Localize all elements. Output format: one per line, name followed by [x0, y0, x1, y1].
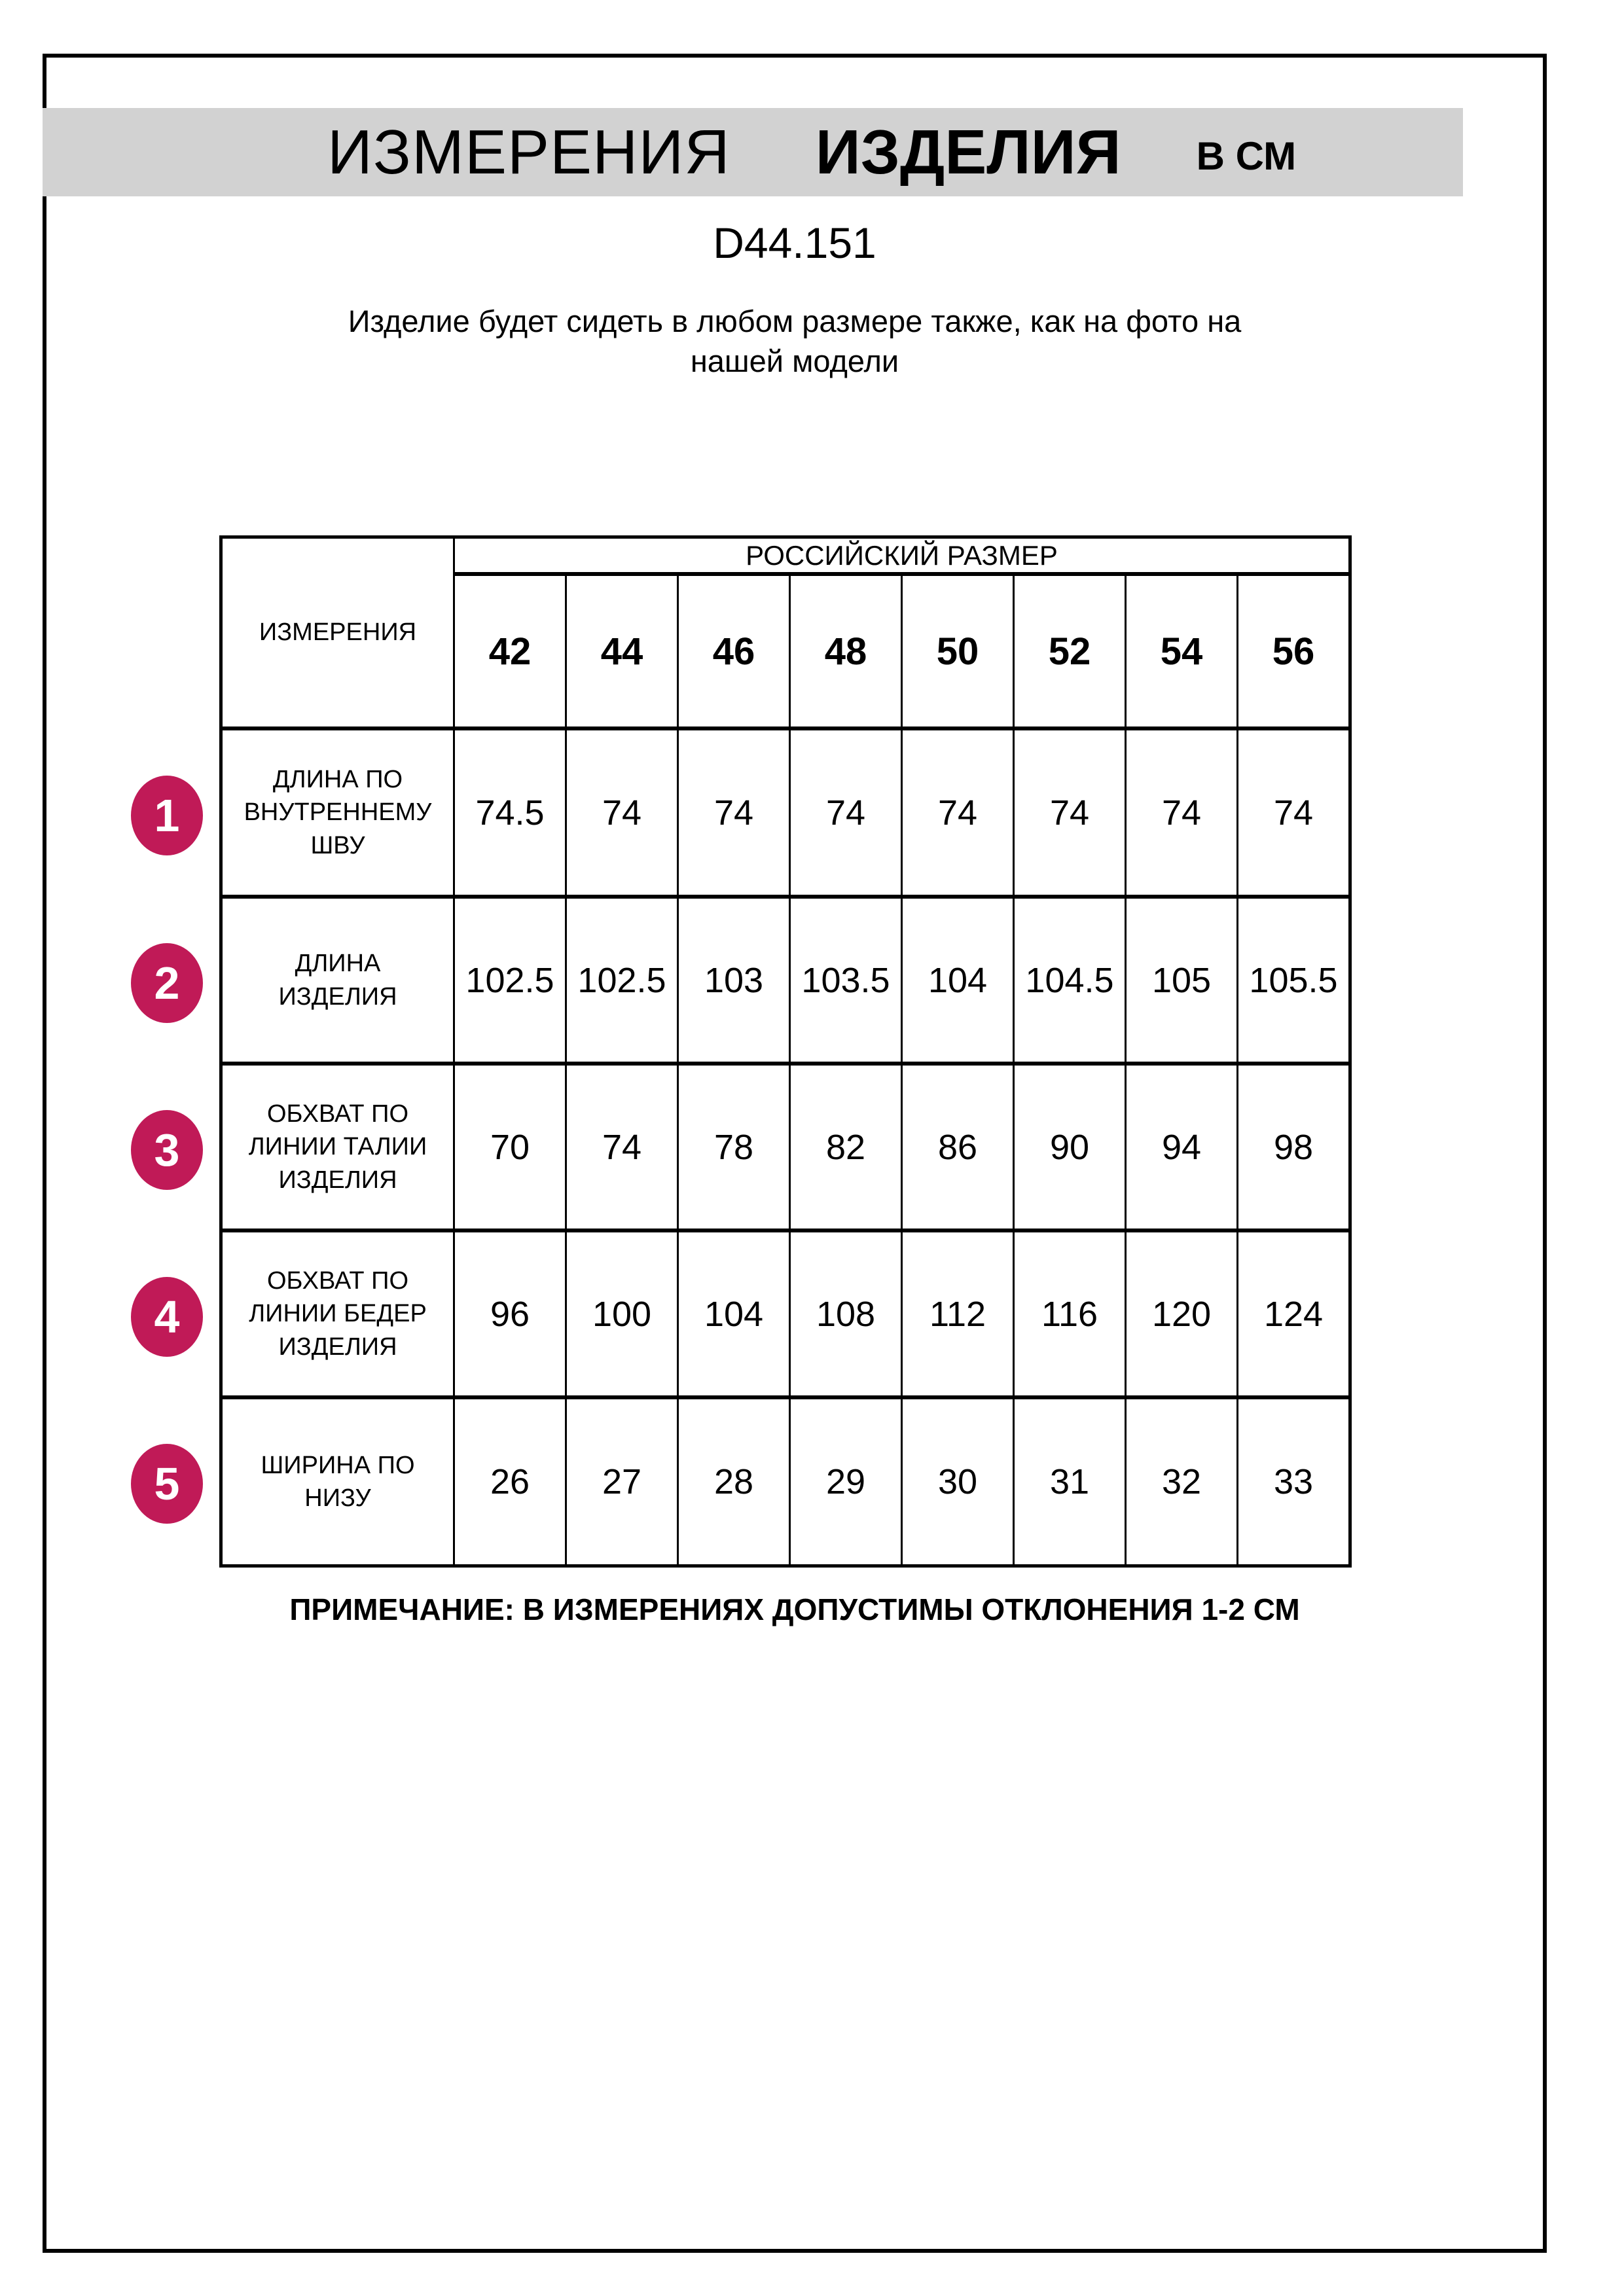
table-cell: 102.5	[453, 899, 565, 1066]
badge-number: 5	[154, 1458, 180, 1509]
size-col-50: 50	[901, 576, 1013, 730]
row-number-badge-2	[131, 943, 203, 1023]
table-cell: 78	[677, 1066, 789, 1232]
table-cell: 96	[453, 1232, 565, 1399]
table-cell: 28	[677, 1399, 789, 1564]
table-cell: 32	[1125, 1399, 1236, 1564]
table-corner-label: ИЗМЕРЕНИЯ	[223, 539, 453, 730]
table-cell: 74	[901, 730, 1013, 899]
table-cell: 116	[1013, 1232, 1125, 1399]
page-title-units: В СМ	[1196, 134, 1297, 178]
badge-number: 1	[154, 790, 180, 841]
subtitle	[43, 301, 1547, 381]
table-cell: 74	[1236, 730, 1348, 899]
table-cell: 70	[453, 1066, 565, 1232]
row-number-badge-5	[131, 1444, 203, 1524]
table-cell: 104	[677, 1232, 789, 1399]
tolerance-note: ПРИМЕЧАНИЕ: В ИЗМЕРЕНИЯХ ДОПУСТИМЫ ОТКЛОНЕНИЯ 1-2 СМ	[289, 1592, 1300, 1626]
table-cell: 74	[789, 730, 901, 899]
table-cell: 98	[1236, 1066, 1348, 1232]
row-label-waist-girth: ОБХВАТ ПО ЛИНИИ ТАЛИИ ИЗДЕЛИЯ	[223, 1066, 453, 1232]
size-col-46: 46	[677, 576, 789, 730]
table-cell: 90	[1013, 1066, 1125, 1232]
size-col-42: 42	[453, 576, 565, 730]
table-cell: 74	[677, 730, 789, 899]
table-cell: 94	[1125, 1066, 1236, 1232]
table-cell: 120	[1125, 1232, 1236, 1399]
table-cell: 103.5	[789, 899, 901, 1066]
size-header-cell: РОССИЙСКИЙ РАЗМЕР	[453, 539, 1348, 576]
table-cell: 33	[1236, 1399, 1348, 1564]
table-cell: 74.5	[453, 730, 565, 899]
table-cell: 108	[789, 1232, 901, 1399]
table-cell: 103	[677, 899, 789, 1066]
row-label-garment-length: ДЛИНА ИЗДЕЛИЯ	[223, 899, 453, 1066]
size-col-56: 56	[1236, 576, 1348, 730]
page-title-product: ИЗДЕЛИЯ	[815, 117, 1121, 187]
badge-number: 3	[154, 1124, 180, 1175]
table-cell: 74	[1013, 730, 1125, 899]
table-cell: 82	[789, 1066, 901, 1232]
row-label-bottom-width: ШИРИНА ПО НИЗУ	[261, 1451, 415, 1512]
size-col-52: 52	[1013, 576, 1125, 730]
row-number-badge-3	[131, 1110, 203, 1190]
page-content	[43, 0, 1547, 2296]
badge-number: 4	[154, 1291, 180, 1342]
table-cell: 29	[789, 1399, 901, 1564]
table-cell: 30	[901, 1399, 1013, 1564]
table-cell: 74	[1125, 730, 1236, 899]
table-cell: 100	[565, 1232, 677, 1399]
size-col-48: 48	[789, 576, 901, 730]
subtitle-line1: Изделие будет сидеть в любом размере также, как на фото на	[348, 304, 1242, 338]
badge-number: 2	[154, 958, 180, 1009]
size-table	[219, 535, 1352, 1568]
table-cell: 112	[901, 1232, 1013, 1399]
table-cell: 105.5	[1236, 899, 1348, 1066]
table-cell: 26	[453, 1399, 565, 1564]
table-cell: 105	[1125, 899, 1236, 1066]
page-title-measurements: ИЗМЕРЕНИЯ	[327, 117, 731, 187]
row-label-inseam-length: ДЛИНА ПО ВНУТРЕННЕМУ ШВУ	[223, 730, 453, 899]
table-cell: 102.5	[565, 899, 677, 1066]
size-col-44: 44	[565, 576, 677, 730]
row-number-badge-4	[131, 1277, 203, 1357]
row-label-hip-girth: ОБХВАТ ПО ЛИНИИ БЕДЕР ИЗДЕЛИЯ	[223, 1232, 453, 1399]
table-cell: 104	[901, 899, 1013, 1066]
table-cell: 86	[901, 1066, 1013, 1232]
table-cell: 31	[1013, 1399, 1125, 1564]
table-cell: 74	[565, 1066, 677, 1232]
table-cell: 27	[565, 1399, 677, 1564]
table-cell: 124	[1236, 1232, 1348, 1399]
size-col-54: 54	[1125, 576, 1236, 730]
table-cell: 104.5	[1013, 899, 1125, 1066]
row-number-badge-1	[131, 776, 203, 855]
table-cell: 74	[565, 730, 677, 899]
subtitle-line2: нашей модели	[690, 344, 899, 378]
model-code: D44.151	[713, 219, 876, 267]
